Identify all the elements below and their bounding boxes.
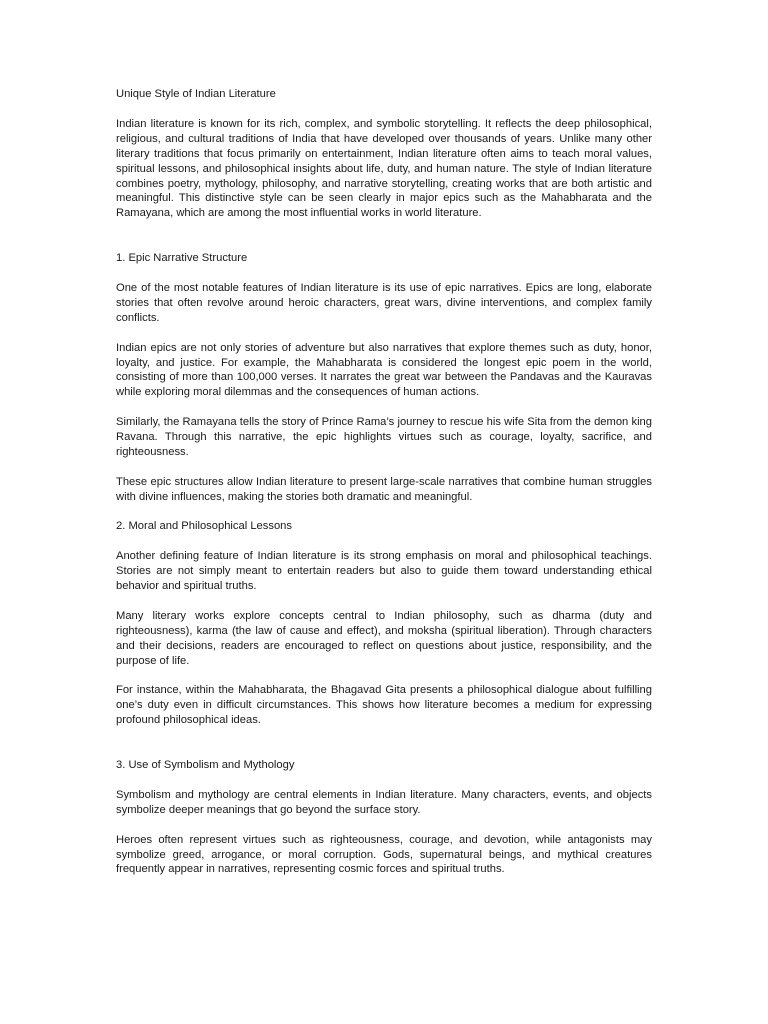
paragraph: Many literary works explore concepts central to Indian philosophy, such as dharma (duty and righteousness), karma (the law of cause and effect), and moksha (spiritual liberation). Through characters and their decisions, readers are encouraged to reflect on questions about justice, responsibility, and the purpose of life. <box>116 609 652 667</box>
section-heading-epic-narrative: 1. Epic Narrative Structure <box>116 252 248 265</box>
document-title: Unique Style of Indian Literature <box>116 88 276 100</box>
paragraph: One of the most notable features of Indian literature is its use of epic narratives. Epics are long, elaborate stories that often revolve around heroic characters, great wars, divine interventions, and complex family conflicts. <box>116 282 652 324</box>
paragraph: Indian epics are not only stories of adventure but also narratives that explore themes such as duty, honor, loyalty, and justice. For example, the Mahabharata is considered the longest epic poem in the world, consisting of more than 100,000 verses. It narrates the great war between the Pandavas and the Kauravas while exploring moral dilemmas and the consequences of human actions. <box>116 341 652 399</box>
paragraph: Heroes often represent virtues such as righteousness, courage, and devotion, while antagonists may symbolize greed, arrogance, or moral corruption. Gods, supernatural beings, and mythical creatures frequently appear in narratives, representing cosmic forces and spiritual truths. <box>116 833 652 876</box>
intro-paragraph: Indian literature is known for its rich, complex, and symbolic storytelling. It reflects the deep philosophical, religious, and cultural traditions of India that have developed over thousands of years. Unlike many other literary traditions that focus primarily on entertainment, Indian literature often aims to teach moral values, spiritual lessons, and philosophical insights about life, duty, and human nature. The style of Indian literature combines poetry, mythology, philosophy, and narrative storytelling, creating works that are both artistic and meaningful. This distinctive style can be seen clearly in major epics such as the Mahabharata and the Ramayana, which are among the most influential works in world literature. <box>116 117 652 220</box>
paragraph: Symbolism and mythology are central elements in Indian literature. Many characters, events, and objects symbolize deeper meanings that go beyond the surface story. <box>116 788 652 816</box>
paragraph: Similarly, the Ramayana tells the story of Prince Rama’s journey to rescue his wife Sita from the demon king Ravana. Through this narrative, the epic highlights virtues such as courage, loyalty, sacrifice, and righteousness. <box>116 416 652 458</box>
paragraph: For instance, within the Mahabharata, the Bhagavad Gita presents a philosophical dialogue about fulfilling one’s duty even in difficult circumstances. This shows how literature becomes a medium for expressing profound philosophical ideas. <box>116 684 652 727</box>
paragraph: These epic structures allow Indian literature to present large-scale narratives that combine human struggles with divine influences, making the stories both dramatic and meaningful. <box>116 475 652 503</box>
document-page <box>116 87 652 892</box>
paragraph: Another defining feature of Indian literature is its strong emphasis on moral and philosophical teachings. Stories are not simply meant to entertain readers but also to guide them toward understanding ethical behavior and spiritual truths. <box>116 550 652 593</box>
section-heading-moral-lessons: 2. Moral and Philosophical Lessons <box>116 520 292 533</box>
section-heading-symbolism: 3. Use of Symbolism and Mythology <box>116 759 295 772</box>
